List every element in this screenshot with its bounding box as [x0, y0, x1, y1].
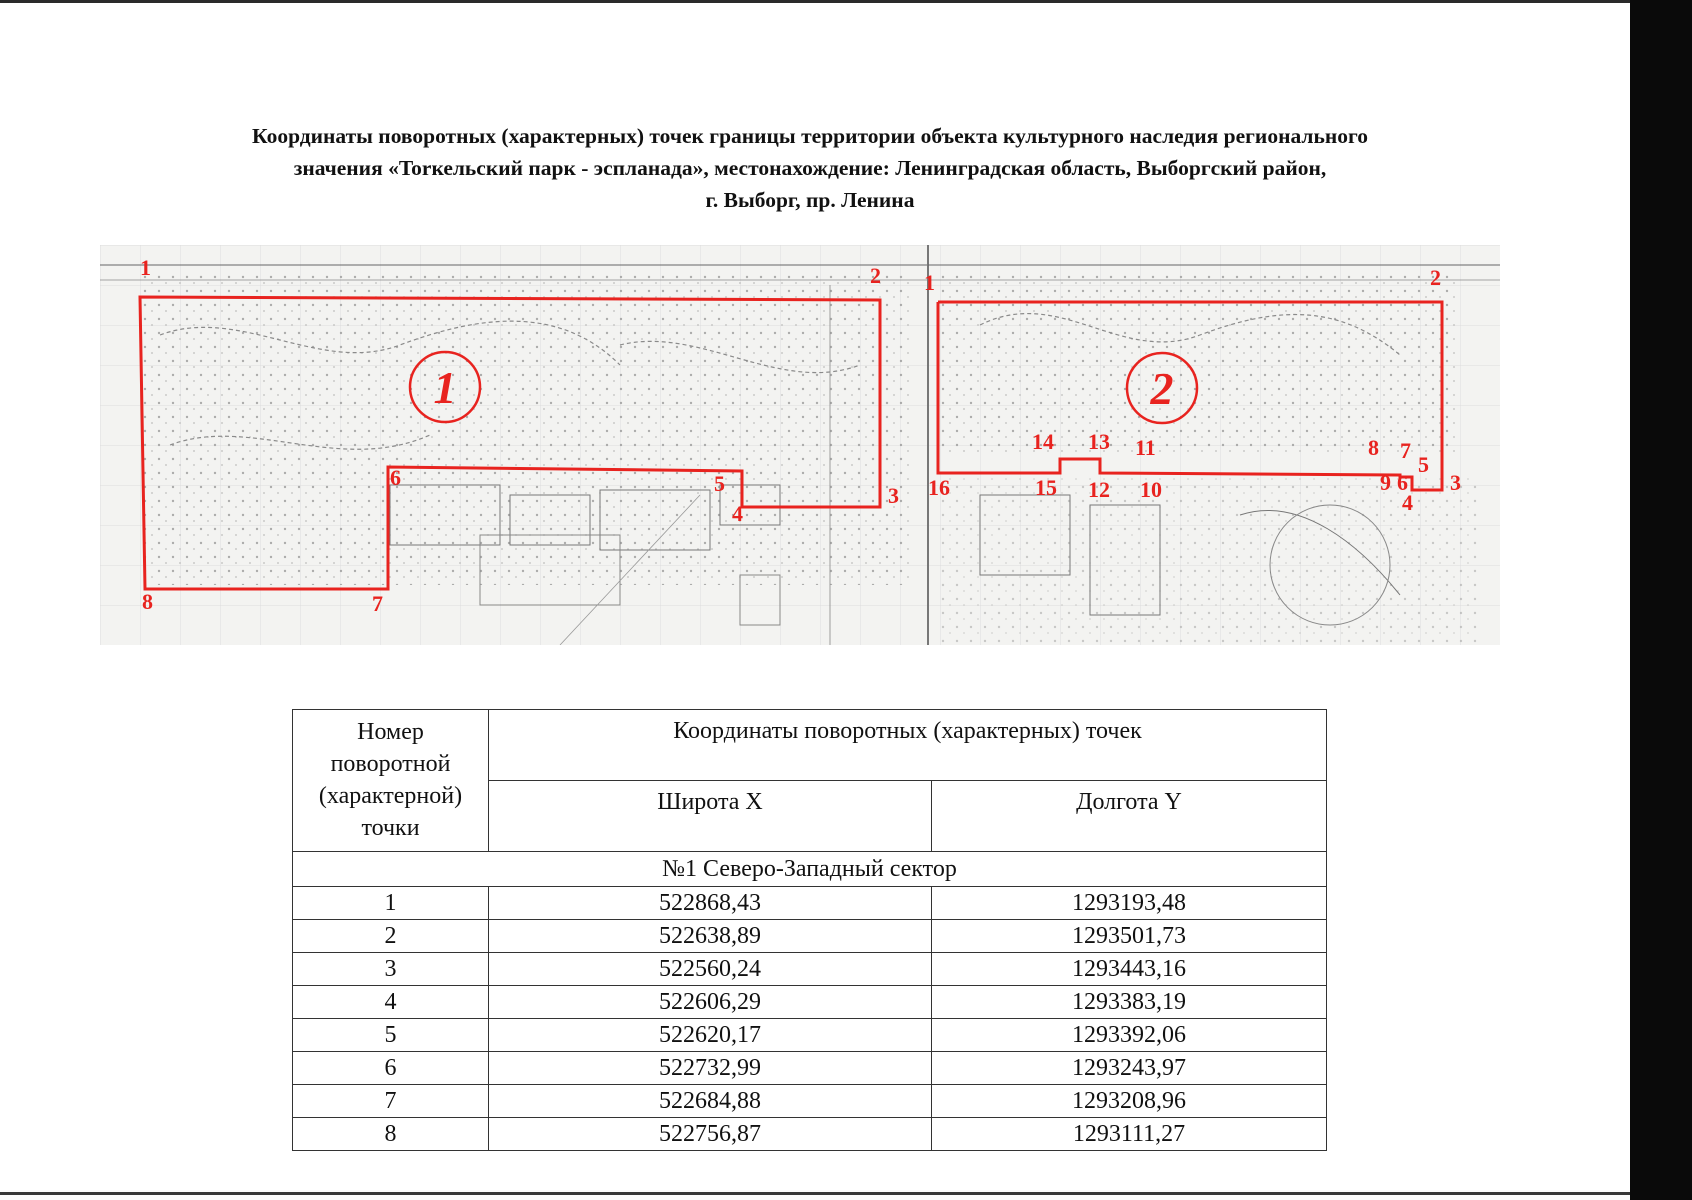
point-label: 5: [1418, 452, 1429, 477]
point-label: 16: [928, 475, 950, 500]
point-label: 10: [1140, 477, 1162, 502]
document-title: [80, 120, 1540, 216]
point-label: 2: [870, 263, 881, 288]
point-number: 1: [293, 887, 489, 920]
table-row: [293, 887, 1327, 920]
scan-bottom-edge: [0, 1192, 1630, 1195]
point-label: 1: [140, 255, 151, 280]
point-label: 5: [714, 471, 725, 496]
scan-dark-margin: [1630, 0, 1692, 1200]
table-row: [293, 1118, 1327, 1151]
latitude-value: 522756,87: [489, 1118, 932, 1151]
point-label: 11: [1135, 435, 1156, 460]
title-line-3: г. Выборг, пр. Ленина: [705, 188, 915, 212]
point-label: 12: [1088, 477, 1110, 502]
table-row: [293, 1052, 1327, 1085]
coordinates-table: [292, 709, 1327, 1151]
point-label: 6: [390, 465, 401, 490]
point-number: 6: [293, 1052, 489, 1085]
point-label: 9: [1380, 470, 1391, 495]
title-line-1: Координаты поворотных (характерных) точек границы территории объекта культурного наследия регионального: [252, 124, 1368, 148]
point-label: 3: [1450, 470, 1461, 495]
table-row: [293, 986, 1327, 1019]
point-number: 7: [293, 1085, 489, 1118]
map-sheet-left: [100, 245, 935, 645]
latitude-value: 522868,43: [489, 887, 932, 920]
header-latitude: Широта X: [489, 781, 932, 852]
title-line-2: значения «Torкельский парк - эспланада», местонахождение: Ленинградская область, Выборгский район,: [293, 156, 1327, 180]
longitude-value: 1293383,19: [932, 986, 1327, 1019]
point-label: 2: [1430, 265, 1441, 290]
point-label: 13: [1088, 429, 1110, 454]
svg-text:1: 1: [433, 362, 457, 413]
point-number: 5: [293, 1019, 489, 1052]
point-label: 4: [1402, 490, 1413, 515]
header-coordinates: Координаты поворотных (характерных) точек: [489, 710, 1327, 781]
point-label: 15: [1035, 475, 1057, 500]
point-label: 4: [732, 501, 743, 526]
scan-top-edge: [0, 0, 1630, 3]
map-sheet-right: [928, 245, 1500, 645]
point-label: 7: [1400, 438, 1411, 463]
longitude-value: 1293193,48: [932, 887, 1327, 920]
point-label: 8: [1368, 435, 1379, 460]
point-number: 8: [293, 1118, 489, 1151]
longitude-value: 1293443,16: [932, 953, 1327, 986]
longitude-value: 1293208,96: [932, 1085, 1327, 1118]
longitude-value: 1293501,73: [932, 920, 1327, 953]
header-longitude: Долгота Y: [932, 781, 1327, 852]
latitude-value: 522684,88: [489, 1085, 932, 1118]
point-label: 3: [888, 483, 899, 508]
latitude-value: 522620,17: [489, 1019, 932, 1052]
table-row: [293, 1019, 1327, 1052]
latitude-value: 522638,89: [489, 920, 932, 953]
table-row: [293, 953, 1327, 986]
boundary-map: [100, 245, 1500, 645]
point-label: 1: [924, 270, 935, 295]
point-number: 3: [293, 953, 489, 986]
latitude-value: 522732,99: [489, 1052, 932, 1085]
latitude-value: 522560,24: [489, 953, 932, 986]
point-number: 2: [293, 920, 489, 953]
point-label: 14: [1032, 429, 1054, 454]
longitude-value: 1293243,97: [932, 1052, 1327, 1085]
table-row: [293, 1085, 1327, 1118]
svg-text:2: 2: [1150, 363, 1174, 414]
longitude-value: 1293392,06: [932, 1019, 1327, 1052]
latitude-value: 522606,29: [489, 986, 932, 1019]
section-title: №1 Северо-Западный сектор: [293, 852, 1327, 887]
point-label: 7: [372, 591, 383, 616]
point-label: 8: [142, 589, 153, 614]
longitude-value: 1293111,27: [932, 1118, 1327, 1151]
table-row: [293, 920, 1327, 953]
point-label: 6: [1397, 470, 1408, 495]
point-number: 4: [293, 986, 489, 1019]
header-point-number: Номер поворотной (характерной) точки: [293, 710, 489, 852]
